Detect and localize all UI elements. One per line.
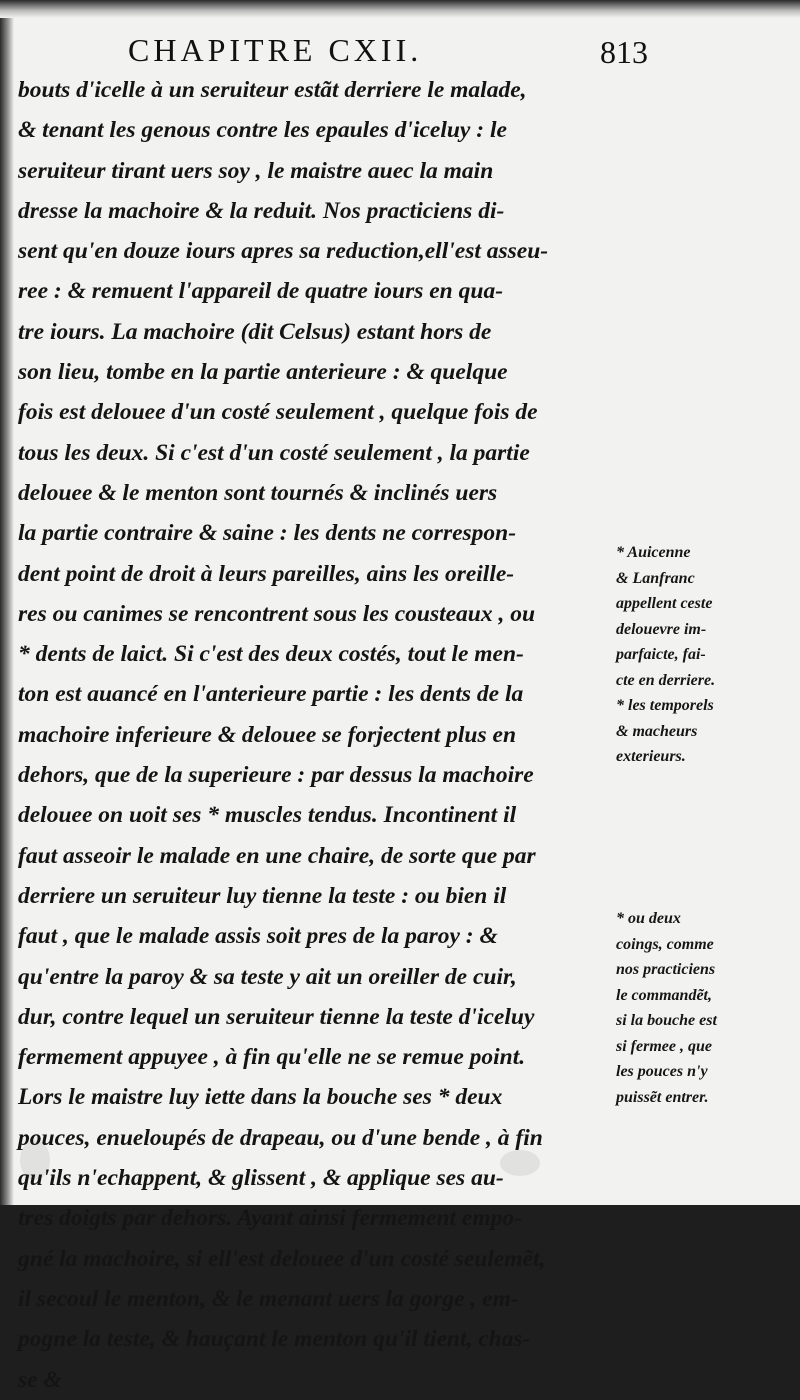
text-line: la partie contraire & saine : les dents ne correspon- — [18, 520, 517, 547]
text-line: fermement appuyee , à fin qu'elle ne se remue point. — [18, 1044, 526, 1071]
text-line: qu'ils n'echappent, & glissent , & applique ses au- — [18, 1165, 504, 1192]
margin-note-line: exterieurs. — [616, 748, 686, 765]
margin-note-line: parfaicte, fai- — [616, 646, 706, 663]
margin-note-line: coings, comme — [616, 935, 714, 953]
margin-note-deux-coings — [616, 906, 794, 1110]
text-line: delouee & le menton sont tournés & inclinés uers — [18, 479, 498, 506]
text-line: machoire inferieure & delouee se forjectent plus en — [18, 721, 517, 748]
text-line: pouces, enueloupés de drapeau, ou d'une bende , à fin — [18, 1124, 543, 1151]
margin-note-line: * ou deux — [616, 910, 681, 927]
margin-note-line: puissẽt entrer. — [616, 1088, 709, 1106]
text-line: gné la machoire, si ell'est delouee d'un costé seulemẽt, — [18, 1245, 546, 1272]
text-line: seruiteur tirant uers soy , le maistre auec la main — [18, 157, 494, 184]
margin-note-line: le commandẽt, — [616, 986, 712, 1004]
page-number: 813 — [600, 34, 648, 70]
margin-note-line: nos practiciens — [616, 961, 716, 978]
page-top-shadow — [0, 0, 800, 18]
bleed-through-text — [616, 778, 786, 866]
text-line: res ou canimes se rencontrent sous les cousteaux , ou — [18, 600, 536, 627]
text-line: pogne la teste, & hauçant le menton qu'il tient, chas- — [18, 1326, 531, 1353]
margin-note-line: les pouces n'y — [616, 1063, 708, 1080]
page-edge-shadow — [0, 0, 14, 1205]
text-line: dresse la machoire & la reduit. Nos practiciens di- — [18, 197, 505, 224]
margin-note-line: si la bouche est — [616, 1012, 717, 1029]
main-text-column — [18, 70, 606, 1400]
text-line: son lieu, tombe en la partie anterieure : & quelque — [18, 359, 508, 386]
margin-note-line: si fermee , que — [616, 1037, 712, 1055]
text-line: tous les deux. Si c'est d'un costé seulement , la partie — [18, 439, 530, 466]
text-line: faut , que le malade assis soit pres de la paroy : & — [18, 923, 498, 950]
text-line: * dents de laict. Si c'est des deux costés, tout le men- — [18, 641, 524, 668]
text-line: tres doigts par dehors. Ayant ainsi fermement empo- — [18, 1205, 522, 1232]
text-line: se & — [18, 1366, 62, 1393]
text-line: ton est auancé en l'anterieure partie : les dents de la — [18, 681, 524, 708]
margin-note-line: & Lanfranc — [616, 569, 695, 587]
text-line: dehors, que de la superieure : par dessus la machoire — [18, 762, 534, 789]
text-line: dent point de droit à leurs pareilles, ains les oreille- — [18, 560, 515, 587]
text-line: faut asseoir le malade en une chaire, de sorte que par — [18, 842, 536, 869]
text-line: ree : & remuent l'appareil de quatre iours en qua- — [18, 278, 504, 305]
text-line: fois est delouee d'un costé seulement , quelque fois de — [18, 399, 538, 426]
text-line: & tenant les genous contre les epaules d'iceluy : le — [18, 117, 507, 144]
text-line: sent qu'en douze iours apres sa reduction,ell'est asseu- — [18, 238, 549, 265]
margin-note-auicenne — [616, 540, 794, 770]
text-line: dur, contre lequel un seruiteur tienne la teste d'iceluy — [18, 1003, 535, 1030]
chapter-title: CHAPITRE CXII. — [128, 32, 423, 68]
text-line: bouts d'icelle à un seruiteur estãt derriere le malade, — [18, 77, 527, 103]
text-line: qu'entre la paroy & sa teste y ait un oreiller de cuir, — [18, 963, 517, 990]
margin-note-line: appellent ceste — [616, 595, 713, 612]
margin-note-line: delouevre im- — [616, 620, 707, 638]
text-line: delouee on uoit ses * muscles tendus. Incontinent il — [18, 802, 517, 829]
margin-note-line: * les temporels — [616, 697, 714, 714]
margin-note-line: * Auicenne — [616, 544, 691, 561]
text-line: Lors le maistre luy iette dans la bouche ses * deux — [18, 1084, 503, 1111]
margin-note-line: cte en derriere. — [616, 671, 716, 689]
text-line: tre iours. La machoire (dit Celsus) estant hors de — [18, 318, 492, 345]
margin-note-line: & macheurs — [616, 722, 698, 740]
text-line: derriere un seruiteur luy tienne la teste : ou bien il — [18, 882, 507, 909]
text-line: il secoul le menton, & le menant uers la gorge , em- — [18, 1285, 519, 1312]
